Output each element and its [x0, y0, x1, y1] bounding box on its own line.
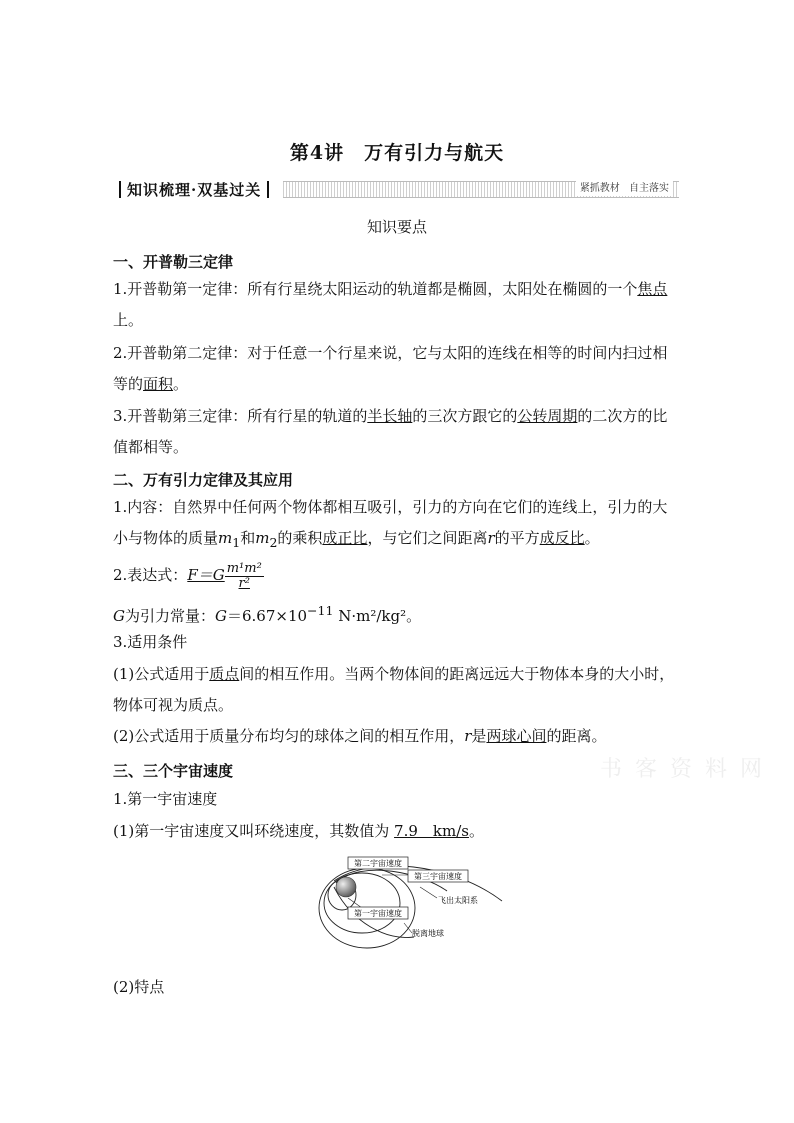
first-cosmic-value: [113, 816, 681, 847]
text: (1)公式适用于: [113, 665, 210, 683]
label-third: 第三宇宙速度: [414, 872, 462, 881]
gravitation-content: [113, 492, 681, 558]
text: 1.内容：自然界中任何两个物体都相互吸引，引力的方向在它们的连线上，引力的大小与物体的质量: [113, 498, 668, 547]
answer-blank: 公转周期: [517, 407, 578, 425]
banner-left-text: 知识梳理·双基过关: [127, 180, 262, 199]
formula-fraction: [225, 562, 264, 591]
features-heading: (2)特点: [113, 978, 165, 996]
label-leave-earth: 脱离地球: [412, 929, 444, 938]
answer-blank: 面积: [143, 375, 174, 393]
answer-blank: 成反比: [539, 529, 585, 547]
text: 3.开普勒第三定律：所有行星的轨道的: [113, 407, 368, 425]
text: 的平方: [494, 529, 540, 547]
text: 2.表达式：: [113, 566, 188, 584]
text: 的距离。: [546, 727, 607, 745]
answer-blank: 质点: [209, 665, 240, 683]
heading-gravitation: 二、万有引力定律及其应用: [113, 471, 294, 489]
banner-bar-right: [267, 181, 269, 198]
text: N·m²/kg²。: [333, 607, 422, 625]
text: 和: [240, 529, 256, 547]
first-cosmic-heading: 1.第一宇宙速度: [113, 790, 218, 808]
text: 2.开普勒第二定律：对于任意一个行星来说，它与太阳的连线在相等的时间内扫过相等的: [113, 344, 668, 393]
text: ＝6.67×10: [226, 607, 308, 625]
heading-cosmic-velocity: 三、三个宇宙速度: [113, 762, 234, 780]
condition-2: [113, 721, 681, 752]
text: 的乘积: [277, 529, 323, 547]
text: ，与它们之间距离: [367, 529, 488, 547]
text: 为引力常量：: [124, 607, 215, 625]
page-title: 第4讲 万有引力与航天: [289, 142, 505, 164]
formula-line: [113, 560, 681, 591]
banner-left: [113, 178, 275, 200]
label-second: 第二宇宙速度: [354, 859, 402, 868]
text: 间的相互作用。当两个物体间的距离远远大于物体本身的大小时，物体可视为质点。: [113, 665, 675, 714]
section-title: 知识要点: [366, 218, 427, 236]
var-G: G: [215, 607, 227, 625]
answer-blank: 7.9 km/s: [394, 822, 469, 840]
text: 的二次方的比值都相等。: [113, 407, 668, 456]
var-m: m: [255, 529, 270, 547]
banner-right-text: 紧抓教材 自主落实: [576, 181, 673, 196]
text: 是: [471, 727, 487, 745]
orbit-mid: [324, 873, 400, 933]
var-r: r: [464, 727, 472, 745]
watermark: 书 客 资 料 网: [600, 757, 765, 782]
label-first: 第一宇宙速度: [354, 909, 402, 918]
kepler-law-3: [113, 401, 681, 463]
answer-blank: 半长轴: [367, 407, 413, 425]
banner-bar-left: [119, 181, 121, 198]
section-banner: [113, 178, 679, 200]
answer-blank: 焦点: [637, 280, 668, 298]
answer-blank: 两球心间: [486, 727, 547, 745]
heading-kepler: 一、开普勒三定律: [113, 253, 234, 271]
kepler-law-1: [113, 274, 681, 336]
fraction-denominator: r²: [238, 575, 250, 591]
formula-lhs: F＝G: [187, 566, 225, 584]
var-r: r: [487, 529, 495, 547]
var-G: G: [113, 607, 125, 625]
cosmic-velocity-figure: [312, 853, 512, 958]
condition-1: [113, 659, 681, 721]
exponent: −11: [307, 603, 334, 618]
text: (2)公式适用于质量分布均匀的球体之间的相互作用，: [113, 727, 465, 745]
leader-sun: [420, 887, 437, 898]
fraction-numerator: m¹m²: [226, 560, 262, 576]
kepler-law-2: [113, 338, 681, 400]
text: 。: [173, 375, 189, 393]
text: 。: [468, 822, 484, 840]
text: 1.开普勒第一定律：所有行星绕太阳运动的轨道都是椭圆，太阳处在椭圆的一个: [113, 280, 638, 298]
text: (1)第一宇宙速度又叫环绕速度，其数值为: [113, 822, 390, 840]
answer-blank: 成正比: [322, 529, 368, 547]
earth-icon: [336, 877, 356, 897]
text: 的三次方跟它的: [412, 407, 518, 425]
var-m: m: [218, 529, 233, 547]
sub: 2: [269, 535, 278, 550]
label-leave-sun: 飞出太阳系: [438, 896, 478, 905]
text: 上。: [113, 311, 144, 329]
text: 。: [584, 529, 600, 547]
sub: 1: [232, 535, 241, 550]
conditions-heading: 3.适用条件: [113, 633, 188, 651]
